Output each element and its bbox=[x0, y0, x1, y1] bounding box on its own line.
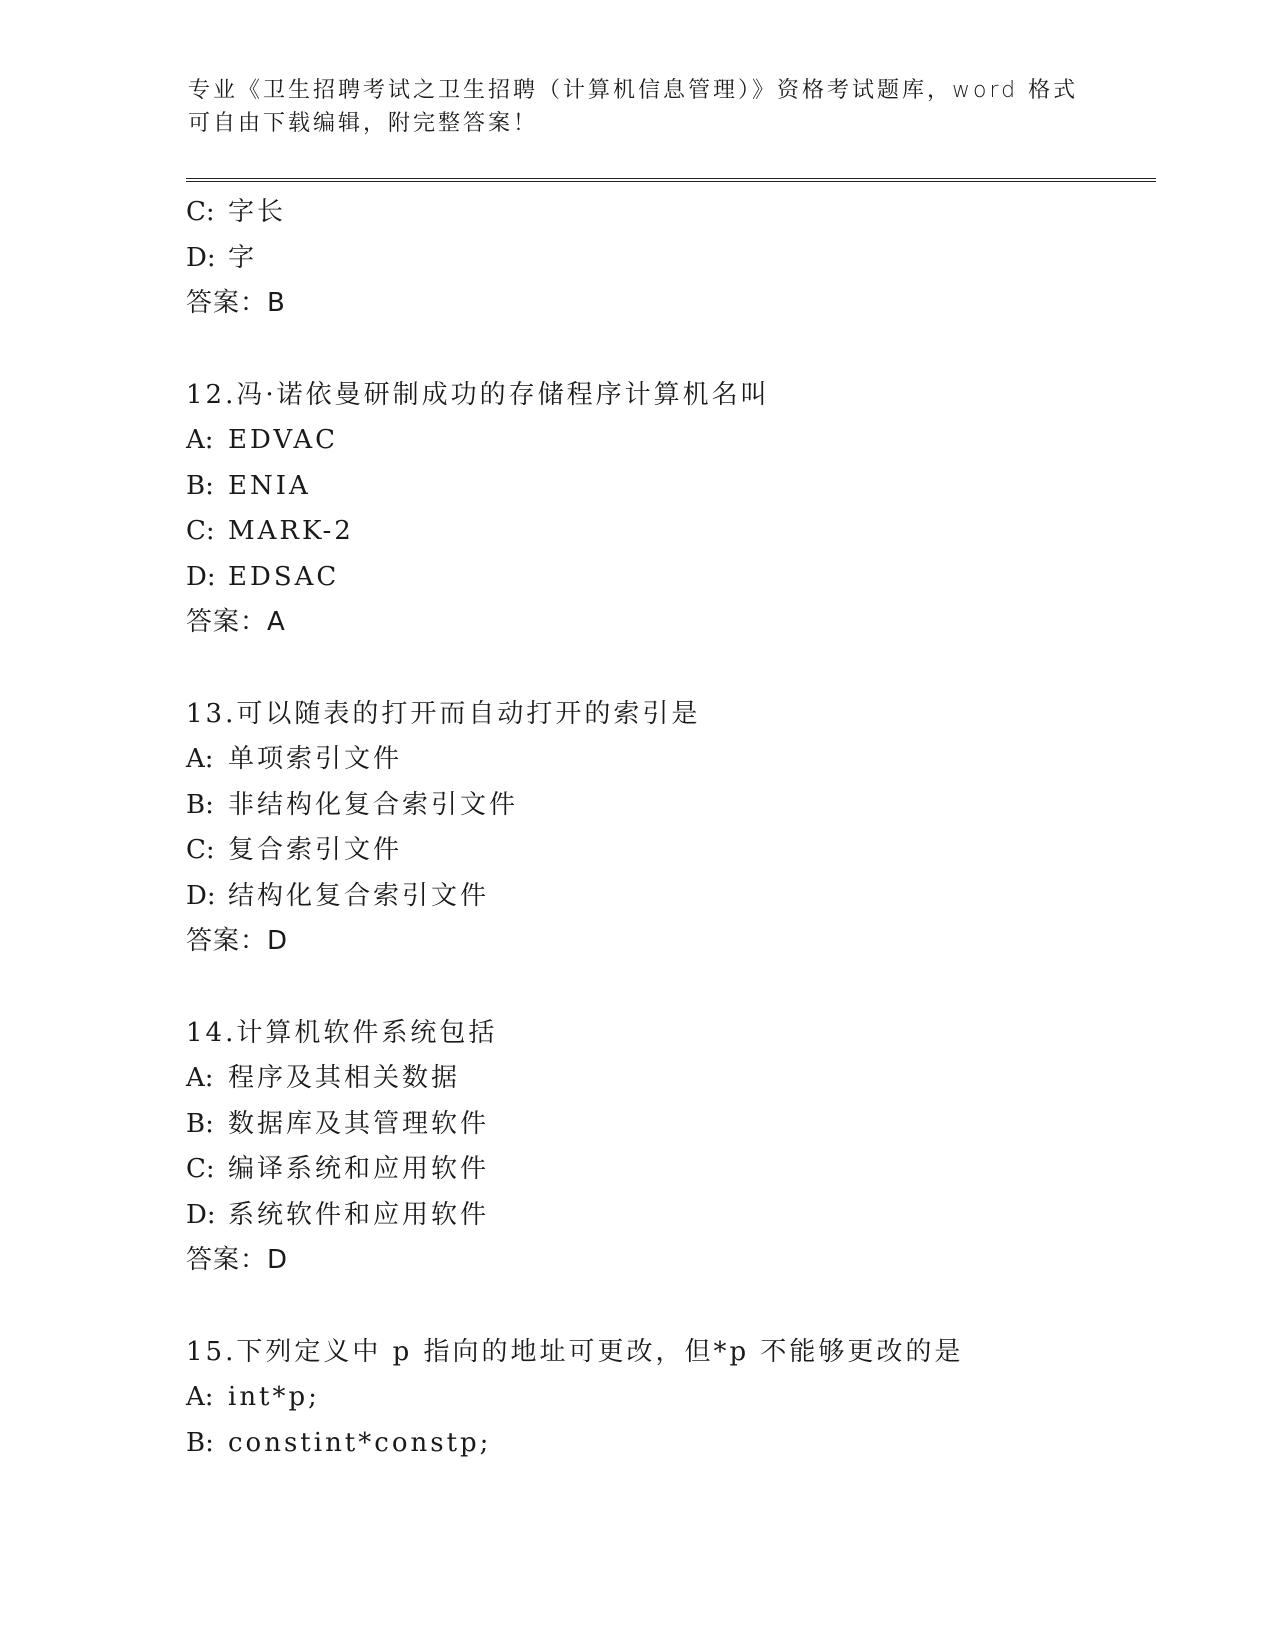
option-text: EDSAC bbox=[228, 561, 340, 592]
option-letter: D: bbox=[186, 1199, 216, 1230]
option-row bbox=[186, 555, 1146, 601]
option-text: 字长 bbox=[228, 197, 287, 227]
header-double-rule bbox=[186, 178, 1156, 182]
option-letter: C: bbox=[186, 197, 215, 227]
option-text: 复合索引文件 bbox=[228, 835, 403, 865]
answer-line: 答案：B bbox=[186, 288, 286, 318]
option-row bbox=[186, 737, 1146, 783]
answer-line: 答案：A bbox=[186, 607, 286, 637]
option-letter: B: bbox=[186, 1108, 214, 1139]
option-letter: B: bbox=[186, 470, 214, 501]
option-row bbox=[186, 464, 1146, 510]
question-stem: 12.冯·诺依曼研制成功的存储程序计算机名叫 bbox=[186, 379, 770, 410]
question-stem: 13.可以随表的打开而自动打开的索引是 bbox=[186, 698, 701, 729]
option-row bbox=[186, 236, 1146, 282]
option-letter: D: bbox=[186, 880, 216, 911]
option-text: MARK-2 bbox=[228, 516, 354, 546]
option-letter: A: bbox=[186, 744, 214, 774]
option-text: 系统软件和应用软件 bbox=[228, 1199, 490, 1230]
option-text: ENIA bbox=[228, 470, 311, 501]
option-text: 结构化复合索引文件 bbox=[228, 880, 490, 911]
option-text: 字 bbox=[228, 242, 258, 273]
answer-line: 答案：D bbox=[186, 926, 289, 956]
option-letter: C: bbox=[186, 1154, 215, 1184]
option-row bbox=[186, 1102, 1146, 1148]
option-text: EDVAC bbox=[228, 425, 339, 455]
option-text: 单项索引文件 bbox=[228, 744, 403, 774]
option-letter: C: bbox=[186, 516, 215, 546]
option-row bbox=[186, 783, 1146, 829]
question-stem: 15.下列定义中 p 指向的地址可更改，但*p 不能够更改的是 bbox=[186, 1336, 964, 1367]
spacer bbox=[186, 327, 1146, 373]
question-stem: 14.计算机软件系统包括 bbox=[186, 1017, 498, 1048]
option-letter: D: bbox=[186, 242, 216, 273]
option-text: 数据库及其管理软件 bbox=[228, 1108, 490, 1139]
header-line-1: 专业《卫生招聘考试之卫生招聘（计算机信息管理）》资格考试题库，word 格式 bbox=[188, 78, 1079, 103]
document-header bbox=[188, 74, 1088, 140]
option-text: 程序及其相关数据 bbox=[228, 1063, 461, 1093]
spacer bbox=[186, 646, 1146, 692]
option-text: 非结构化复合索引文件 bbox=[228, 789, 519, 820]
option-letter: B: bbox=[186, 1427, 214, 1458]
option-row bbox=[186, 509, 1146, 555]
option-row bbox=[186, 1056, 1146, 1102]
option-row bbox=[186, 1193, 1146, 1239]
option-text: int*p; bbox=[228, 1382, 320, 1412]
header-line-2: 可自由下载编辑，附完整答案！ bbox=[188, 111, 539, 136]
option-letter: B: bbox=[186, 789, 214, 820]
option-letter: A: bbox=[186, 1382, 214, 1412]
option-row bbox=[186, 874, 1146, 920]
question-list bbox=[186, 190, 1146, 1466]
answer-line: 答案：D bbox=[186, 1245, 289, 1275]
option-row bbox=[186, 828, 1146, 874]
option-letter: A: bbox=[186, 1063, 214, 1093]
option-row bbox=[186, 418, 1146, 464]
option-letter: A: bbox=[186, 425, 214, 455]
option-text: 编译系统和应用软件 bbox=[228, 1154, 490, 1184]
option-letter: D: bbox=[186, 561, 216, 592]
spacer bbox=[186, 965, 1146, 1011]
option-row bbox=[186, 1421, 1146, 1467]
option-letter: C: bbox=[186, 835, 215, 865]
option-text: constint*constp; bbox=[228, 1427, 492, 1458]
option-row bbox=[186, 1147, 1146, 1193]
spacer bbox=[186, 1284, 1146, 1330]
option-row bbox=[186, 1375, 1146, 1421]
option-row bbox=[186, 190, 1146, 236]
